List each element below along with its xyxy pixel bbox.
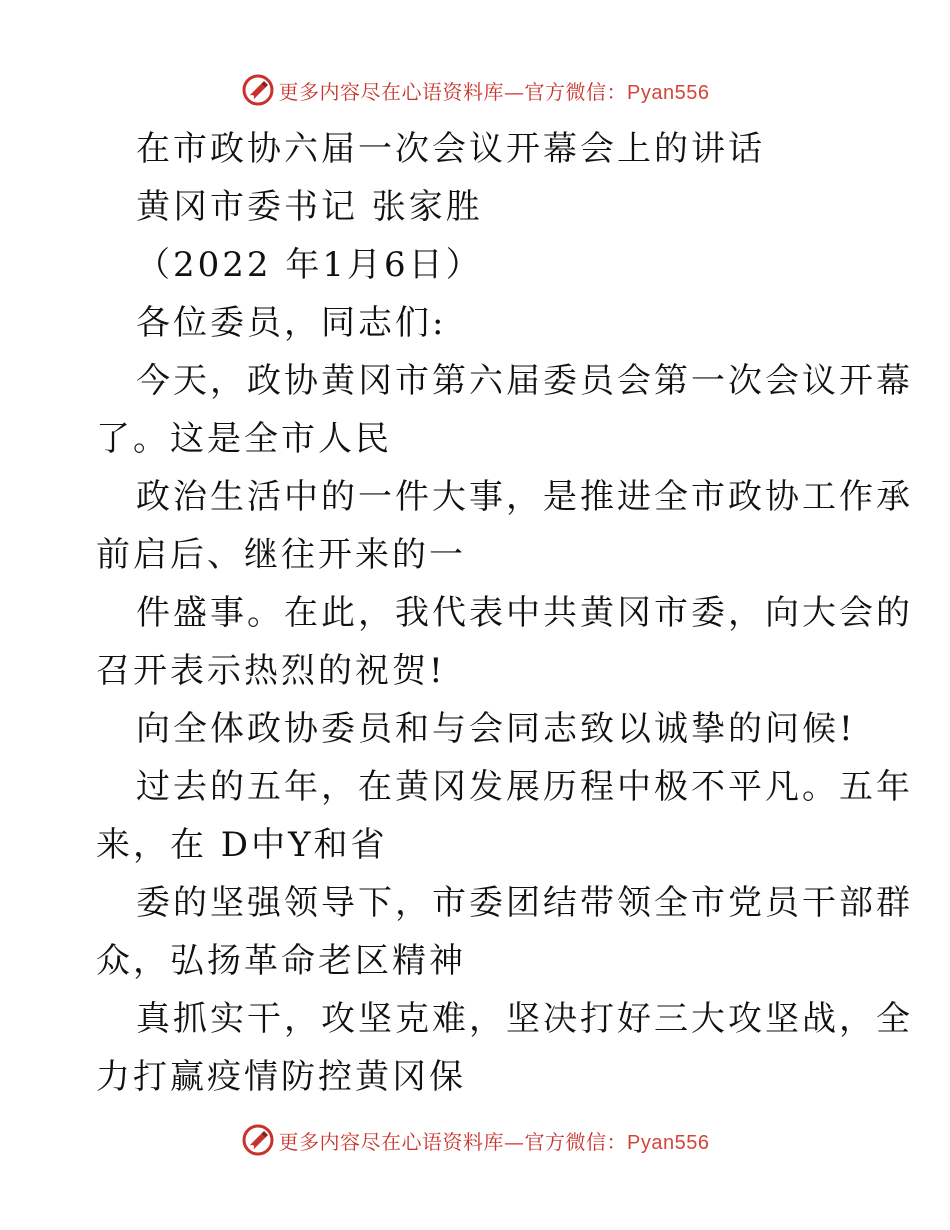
text-line: （2022 年1月6日）: [136, 245, 483, 285]
text-line: 各位委员，同志们:: [136, 303, 447, 343]
text-line: 政治生活中的一件大事，是推进全市政协工作承: [136, 477, 913, 517]
text-line: 众，弘扬革命老区精神: [96, 941, 466, 981]
text-line: 真抓实干，攻坚克难，坚决打好三大攻坚战，全: [136, 999, 913, 1039]
text-line: 在市政协六届一次会议开幕会上的讲话: [136, 129, 765, 169]
watermark-text: 更多内容尽在心语资料库—官方微信：Pyan556: [278, 79, 710, 104]
speech-body: [96, 120, 913, 1106]
text-line: 了。这是全市人民: [96, 419, 392, 459]
text-line: 过去的五年，在黄冈发展历程中极不平凡。五年: [136, 767, 913, 807]
watermark-text: 更多内容尽在心语资料库—官方微信：Pyan556: [278, 1129, 710, 1154]
text-line: 力打赢疫情防控黄冈保: [96, 1057, 466, 1097]
header-watermark: [0, 70, 950, 110]
text-line: 前启后、继往开来的一: [96, 535, 466, 575]
text-line: 来，在 D中Y和省: [96, 825, 388, 865]
text-line: 件盛事。在此，我代表中共黄冈市委，向大会的: [136, 593, 913, 633]
pen-logo-icon: [241, 73, 275, 107]
footer-watermark: [0, 1120, 950, 1160]
text-line: 今天，政协黄冈市第六届委员会第一次会议开幕: [136, 361, 913, 401]
text-line: 向全体政协委员和与会同志致以诚挚的问候!: [136, 709, 856, 749]
text-line: 召开表示热烈的祝贺!: [96, 651, 446, 691]
text-line: 黄冈市委书记 张家胜: [136, 187, 483, 227]
pen-logo-icon: [241, 1123, 275, 1157]
text-line: 委的坚强领导下，市委团结带领全市党员干部群: [136, 883, 913, 923]
